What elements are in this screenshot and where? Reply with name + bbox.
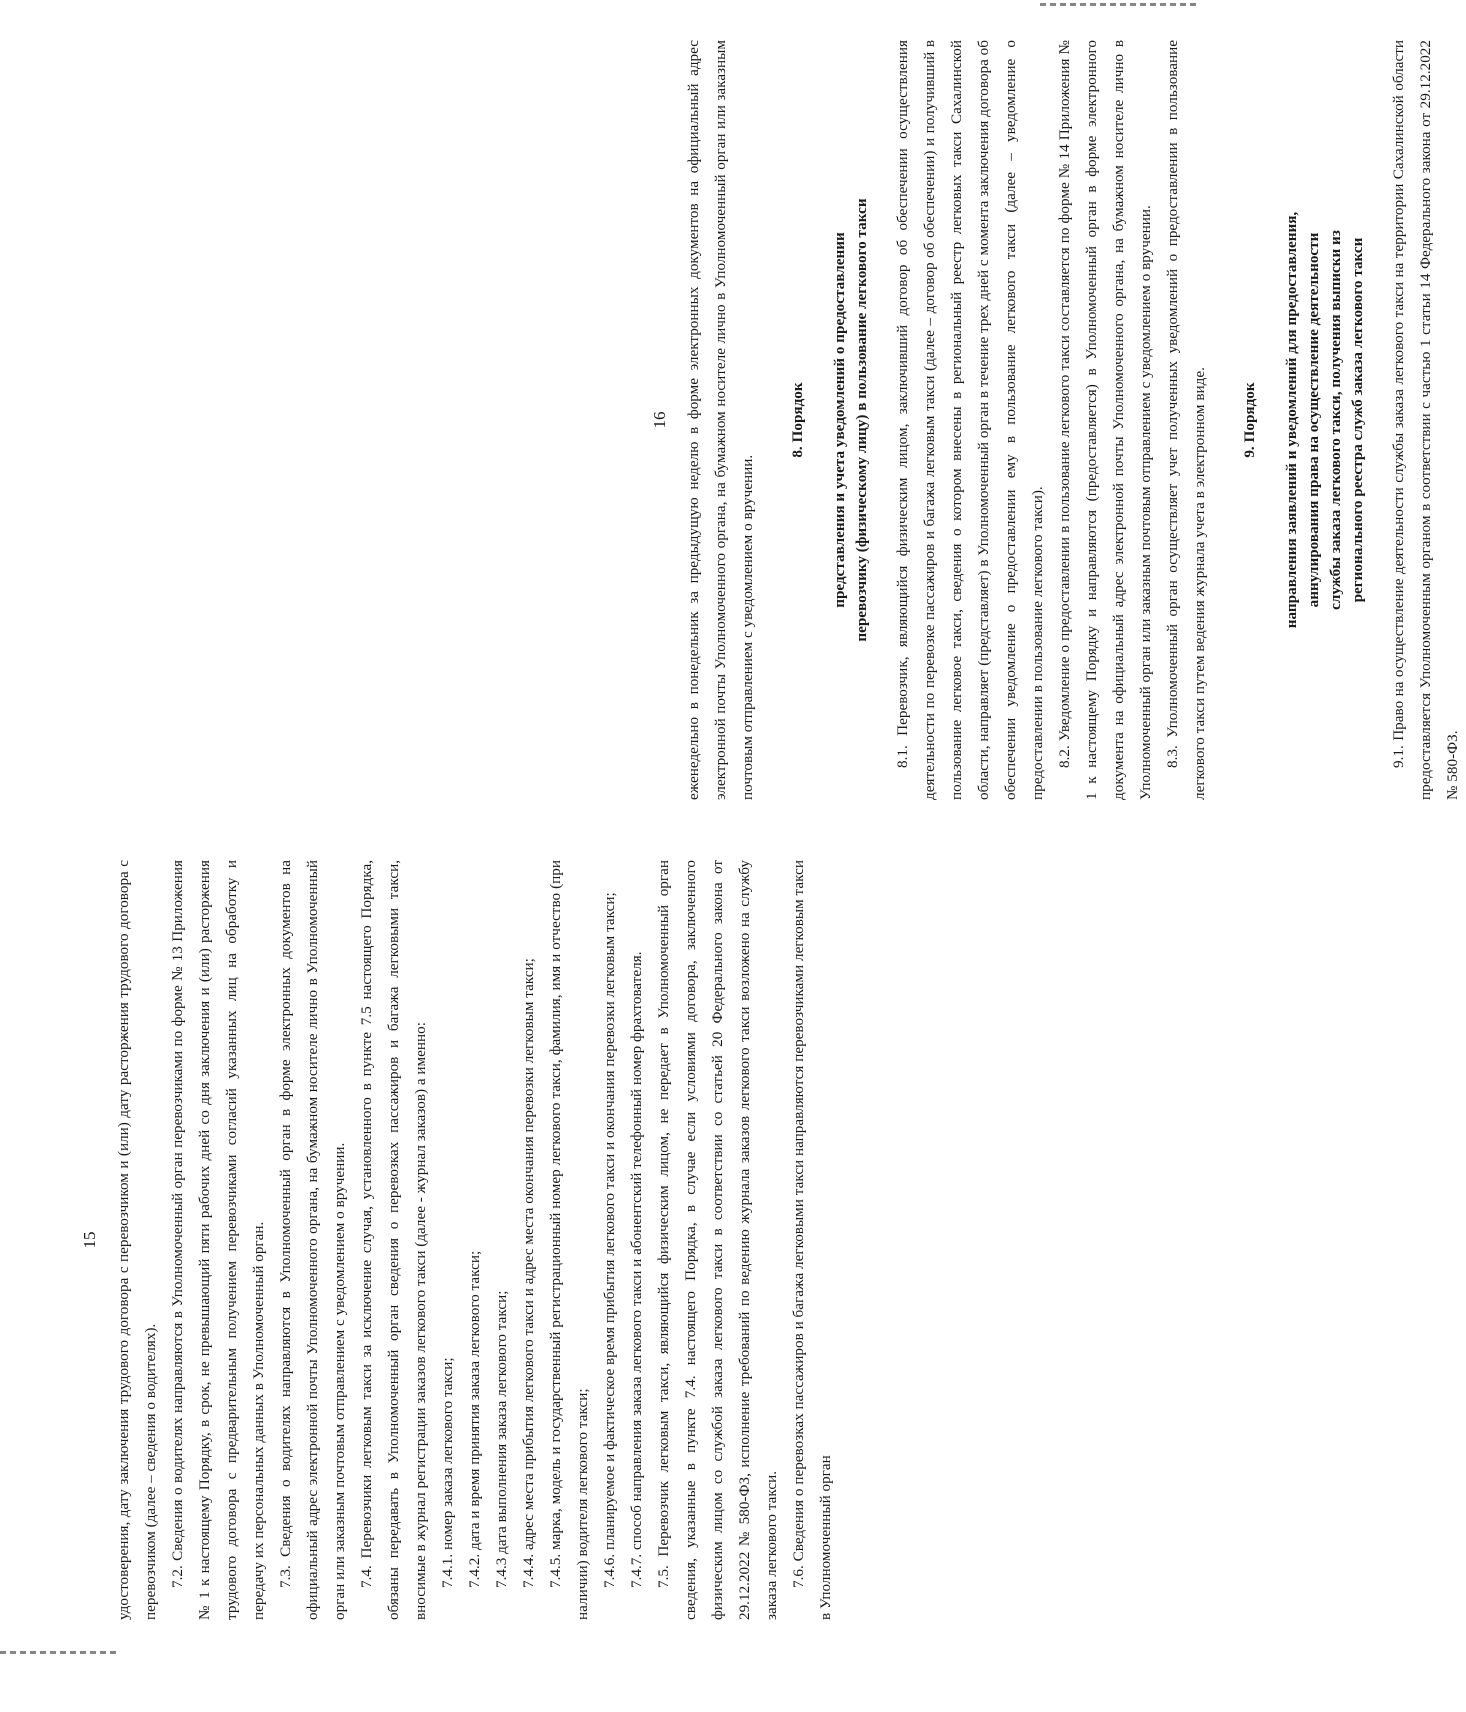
- paragraph: 7.4.5. марка, модель и государственный регистрационный номер легкового такси, фамилия, имя и отчество (при наличии) водителя легкового такси;: [547, 860, 591, 1620]
- scan-edge-top: [1040, 3, 1200, 6]
- page-body-intro: [680, 40, 761, 800]
- page-body: [110, 860, 839, 1620]
- paragraph: 8.3. Уполномоченный орган осуществляет учет полученных уведомлений о предоставлении в пользование легкового такси путем ведения журнала учета в электронном виде.: [1164, 40, 1208, 800]
- paragraph: 9.1. Право на осуществление деятельности службы заказа легкового такси на территории Сахалинской области предоставляется Уполномоченным органом в соответствии с частью 1 статьи 14 Федерального закона от 29.12.2022 № 580-ФЗ.: [1390, 40, 1461, 800]
- page-number: 15: [80, 1231, 99, 1249]
- page-number: 16: [650, 411, 669, 429]
- scan-edge-bottom: [0, 1651, 120, 1654]
- section-title-line: службы заказа легкового такси, получения выписки из: [1327, 230, 1344, 610]
- section-title-line: перевозчику (физическому лицу) в пользование легкового такси: [853, 198, 870, 642]
- section-number: 8. Порядок: [789, 382, 806, 458]
- paragraph: 7.2. Сведения о водителях направляются в Уполномоченный орган перевозчиками по форме № 13 Приложения № 1 к настоящему Порядку, в срок, не превышающий пяти рабочих дней со дня заключения и (или) расторжения трудового договора с предварительным получением перевозчиками согласий указанных лиц на обработку и передачу их персональных данных в Уполномоченный орган.: [169, 860, 267, 1620]
- paragraph: 7.4.1. номер заказа легкового такси;: [439, 1357, 456, 1588]
- section-8-body: [889, 40, 1213, 800]
- paragraph: 7.4.3 дата выполнения заказа легкового такси;: [493, 1290, 510, 1588]
- section-title-line: направления заявлений и уведомлений для предоставления,: [1283, 211, 1300, 629]
- paragraph: 7.6. Сведения о перевозках пассажиров и багажа легковыми такси направляются перевозчиками легковым такси в Уполномоченный орган: [790, 860, 834, 1620]
- section-title-line: регионального реестра служб заказа легкового такси: [1349, 237, 1366, 603]
- paragraph: 7.4.6. планируемое и фактическое время прибытия легкового такси и окончания перевозки легковым такси;: [601, 892, 618, 1588]
- document-page-15: [80, 860, 834, 1620]
- paragraph: 8.1. Перевозчик, являющийся физическим лицом, заключивший договор об обеспечении осуществления деятельности по перевозке пассажиров и багажа легковым такси (далее – договор об обеспечении) и получивший в пользование легковое такси, сведения о котором внесены в региональный реестр легковых такси Сахалинской области, направляет (представляет) в Уполномоченный орган в течение трех дней с момента заключения договора об обеспечении уведомление о предоставлении ему в пользование легкового такси (далее – уведомление о предоставлении в пользование легкового такси).: [894, 40, 1046, 800]
- paragraph: удостоверения, дату заключения трудового договора с перевозчиком и (или) дату расторжения трудового договора с перевозчиком (далее – сведения о водителях).: [115, 860, 159, 1620]
- section-number: 9. Порядок: [1241, 382, 1258, 458]
- document-page-16: [650, 40, 1461, 800]
- paragraph: 7.4.7. способ направления заказа легкового такси и абонентский телефонный номер фрахтователя.: [628, 951, 645, 1588]
- paragraph: 8.2. Уведомление о предоставлении в пользование легкового такси составляется по форме № 14 Приложения № 1 к настоящему Порядку и направляются (предоставляется) в Уполномоченный орган в форме электронного документа на официальный адрес электронной почты Уполномоченного органа, на бумажном носителе лично в Уполномоченный орган или заказным почтовым отправлением с уведомлением о вручении.: [1056, 40, 1154, 800]
- section-title-line: представления и учета уведомлений о предоставлении: [831, 232, 848, 608]
- paragraph: еженедельно в понедельник за предыдущую неделю в форме электронных документов на официальный адрес электронной почты Уполномоченного органа, на бумажном носителе лично в Уполномоченный орган или заказным почтовым отправлением с уведомлением о вручении.: [685, 40, 756, 800]
- paragraph: 7.4.4. адрес места прибытия легкового такси и адрес места окончания перевозки легковым такси;: [520, 958, 537, 1588]
- paragraph: 7.4. Перевозчики легковым такси за исключение случая, установленного в пункте 7.5 настоящего Порядка, обязаны передавать в Уполномоченный орган сведения о перевозках пассажиров и багажа легковыми такси, вносимые в журнал регистрации заказов легкового такси (далее - журнал заказов) а именно:: [358, 860, 429, 1620]
- paragraph: 7.5. Перевозчик легковым такси, являющийся физическим лицом, не передает в Уполномоченный орган сведения, указанные в пункте 7.4. настоящего Порядка, в случае если условиями договора, заключенного физическим лицом со службой заказа легкового такси в соответствии со статьей 20 Федерального закона от 29.12.2022 № 580-ФЗ, исполнение требований по ведению журнала заказов легкового такси возложено на службу заказа легкового такси.: [655, 860, 780, 1620]
- section-9-heading: [1239, 40, 1369, 800]
- paragraph: 7.4.2. дата и время принятия заказа легкового такси;: [466, 1250, 483, 1588]
- section-8-heading: [787, 40, 873, 800]
- section-9-body: [1385, 40, 1466, 800]
- paragraph: 7.3. Сведения о водителях направляются в Уполномоченный орган в форме электронных документов на официальный адрес электронной почты Уполномоченного органа, на бумажном носителе лично в Уполномоченный орган или заказным почтовым отправлением с уведомлением о вручении.: [277, 860, 348, 1620]
- section-title-line: аннулирования права на осуществление деятельности: [1305, 232, 1322, 608]
